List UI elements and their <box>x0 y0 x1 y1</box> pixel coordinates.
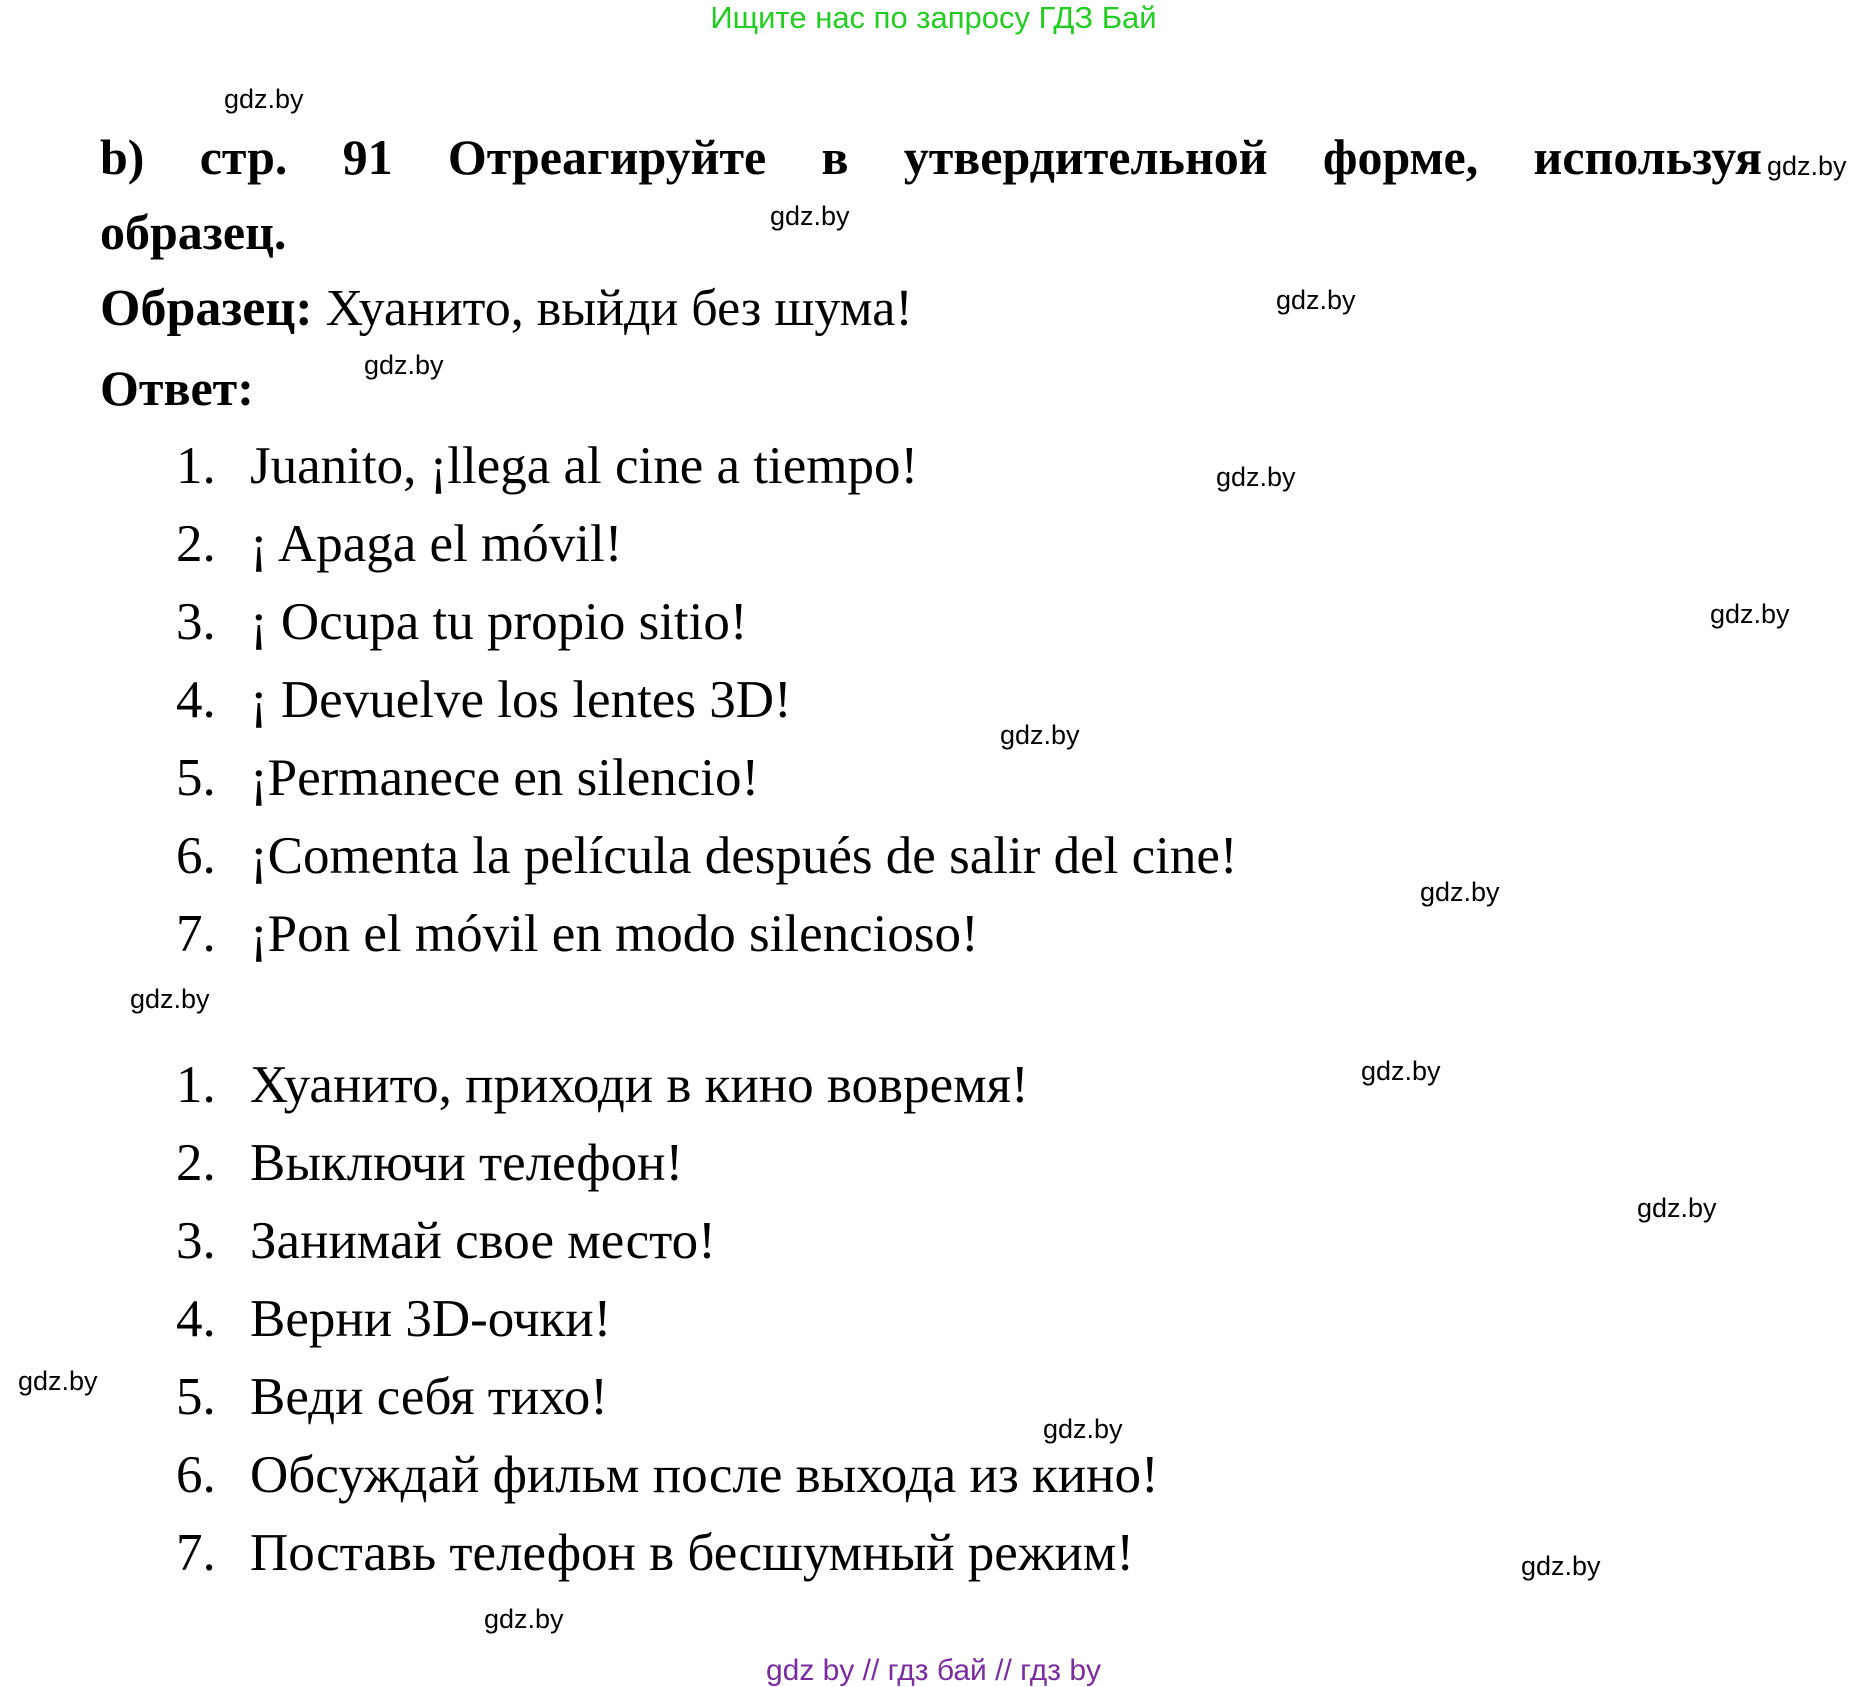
answer-label: Ответ: <box>100 360 254 416</box>
list-item <box>176 1446 1159 1504</box>
watermark: gdz.by <box>1276 285 1356 315</box>
watermark: gdz.by <box>1000 720 1080 750</box>
sample-label: Образец: <box>100 280 313 337</box>
list-item <box>176 1212 716 1270</box>
item-text: Веди себя тихо! <box>250 1368 608 1426</box>
item-number: 3. <box>176 1212 216 1270</box>
watermark: gdz.by <box>484 1604 564 1634</box>
list-item <box>176 671 792 729</box>
item-text: Верни 3D-очки! <box>250 1290 612 1348</box>
item-number: 6. <box>176 1446 216 1504</box>
item-number: 4. <box>176 671 216 729</box>
item-number: 5. <box>176 1368 216 1426</box>
watermark: gdz.by <box>1710 599 1790 629</box>
list-item <box>176 1134 684 1192</box>
item-number: 1. <box>176 437 216 495</box>
item-number: 4. <box>176 1290 216 1348</box>
list-item <box>176 1290 612 1348</box>
list-item <box>176 827 1238 885</box>
item-number: 1. <box>176 1056 216 1114</box>
watermark: gdz.by <box>1420 877 1500 907</box>
watermark: gdz.by <box>770 201 850 231</box>
item-text: Обсуждай фильм после выхода из кино! <box>250 1446 1159 1504</box>
item-number: 5. <box>176 749 216 807</box>
item-text: Juanito, ¡llega al cine a tiempo! <box>250 437 919 495</box>
watermark: gdz.by <box>18 1366 98 1396</box>
list-item <box>176 1368 608 1426</box>
item-text: Выключи телефон! <box>250 1134 684 1192</box>
item-text: ¡Comenta la película después de salir del cine! <box>250 827 1238 885</box>
item-number: 7. <box>176 905 216 963</box>
list-item <box>176 1524 1134 1582</box>
item-number: 2. <box>176 515 216 573</box>
item-number: 7. <box>176 1524 216 1582</box>
watermark: gdz.by <box>224 84 304 114</box>
sample-line <box>100 280 913 337</box>
task-heading-line1: b) стр. 91 Отреагируйте в утвердительной форме, используя <box>100 129 1762 185</box>
item-text: ¡ Ocupa tu propio sitio! <box>250 593 748 651</box>
list-item <box>176 905 979 963</box>
list-item <box>176 1056 1029 1114</box>
watermark: gdz.by <box>1361 1056 1441 1086</box>
list-item <box>176 593 748 651</box>
item-text: ¡ Devuelve los lentes 3D! <box>250 671 792 729</box>
list-item <box>176 437 919 495</box>
watermark: gdz.by <box>1767 151 1847 181</box>
watermark: gdz.by <box>1637 1193 1717 1223</box>
sample-text: Хуанито, выйди без шума! <box>325 280 913 337</box>
item-number: 6. <box>176 827 216 885</box>
watermark: gdz.by <box>130 984 210 1014</box>
item-number: 2. <box>176 1134 216 1192</box>
task-heading-line2: образец. <box>100 204 287 260</box>
list-item <box>176 515 623 573</box>
item-text: ¡ Apaga el móvil! <box>250 515 623 573</box>
item-number: 3. <box>176 593 216 651</box>
watermark: gdz.by <box>1216 462 1296 492</box>
item-text: Хуанито, приходи в кино вовремя! <box>250 1056 1029 1114</box>
item-text: ¡Permanece en silencio! <box>250 749 760 807</box>
item-text: Занимай свое место! <box>250 1212 716 1270</box>
list-item <box>176 749 760 807</box>
watermark: gdz.by <box>364 350 444 380</box>
watermark: gdz.by <box>1043 1414 1123 1444</box>
search-banner: Ищите нас по запросу ГДЗ Бай <box>710 0 1157 35</box>
item-text: ¡Pon el móvil en modo silencioso! <box>250 905 979 963</box>
watermark: gdz.by <box>1521 1551 1601 1581</box>
footer-links: gdz by // гдз бай // гдз by <box>765 1654 1102 1687</box>
item-text: Поставь телефон в бесшумный режим! <box>250 1524 1134 1582</box>
